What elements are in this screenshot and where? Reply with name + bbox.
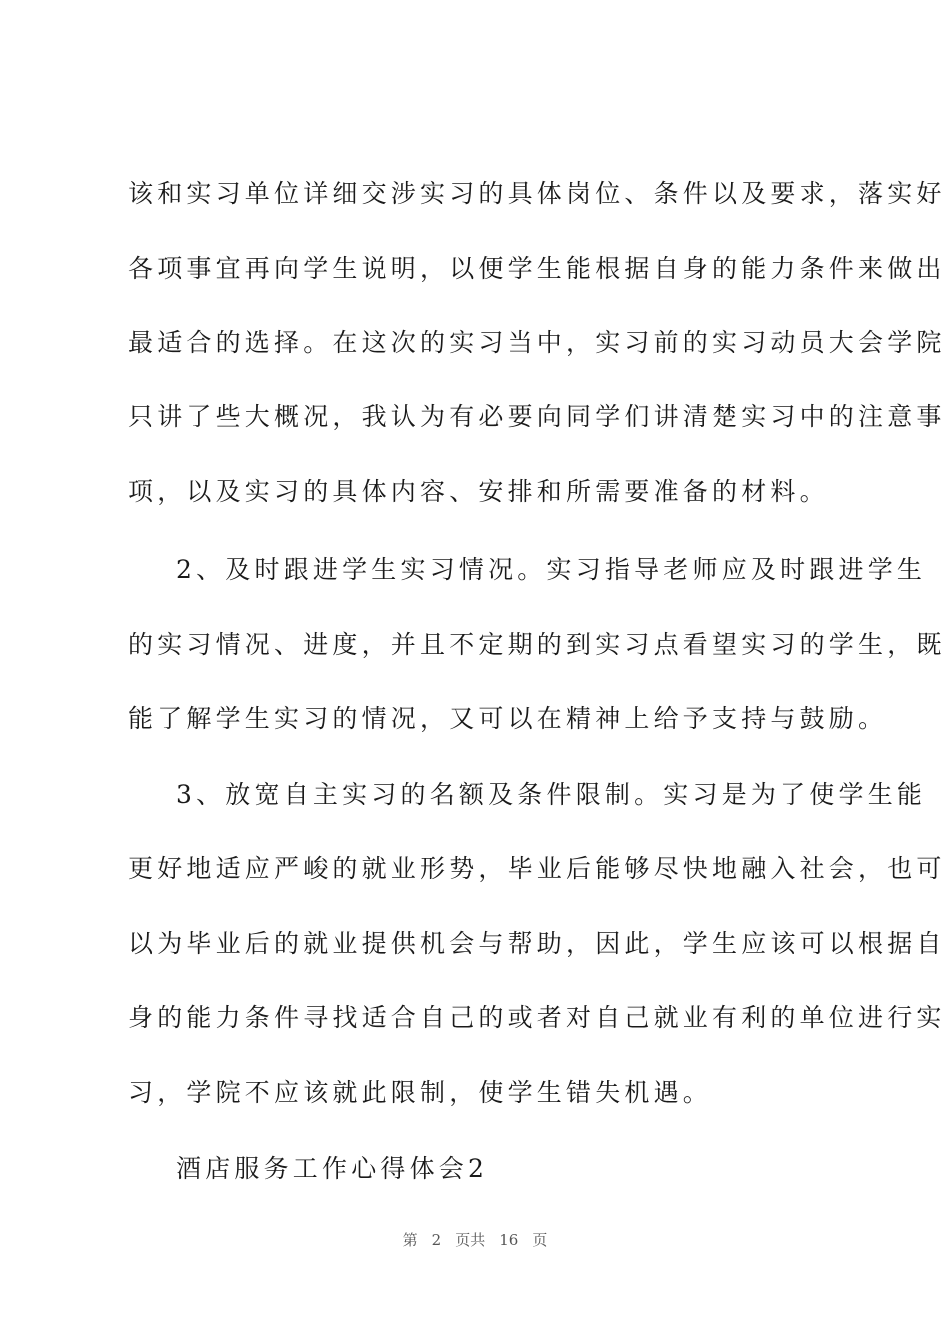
body-line-10: 更好地适应严峻的就业形势，毕业后能够尽快地融入社会，也可	[128, 854, 946, 883]
body-line-2: 各项事宜再向学生说明，以便学生能根据自身的能力条件来做出	[128, 254, 946, 283]
body-line-8: 能了解学生实习的情况，又可以在精神上给予支持与鼓励。	[128, 704, 888, 733]
footer-suffix: 页	[532, 1231, 548, 1249]
body-line-13: 习，学院不应该就此限制，使学生错失机遇。	[128, 1078, 713, 1107]
body-line-7: 的实习情况、进度，并且不定期的到实习点看望实习的学生，既	[128, 630, 946, 659]
body-line-1: 该和实习单位详细交涉实习的具体岗位、条件以及要求，落实好	[128, 179, 946, 208]
paragraph-3-start: 3、放宽自主实习的名额及条件限制。实习是为了使学生能	[176, 780, 927, 809]
footer-total-pages: 16	[499, 1231, 519, 1249]
section-heading: 酒店服务工作心得体会2	[176, 1154, 489, 1183]
body-line-11: 以为毕业后的就业提供机会与帮助，因此，学生应该可以根据自	[128, 929, 946, 958]
footer-middle: 页共	[455, 1231, 486, 1249]
body-line-12: 身的能力条件寻找适合自己的或者对自己就业有利的单位进行实	[128, 1003, 946, 1032]
body-line-4: 只讲了些大概况，我认为有必要向同学们讲清楚实习中的注意事	[128, 402, 946, 431]
paragraph-2-start: 2、及时跟进学生实习情况。实习指导老师应及时跟进学生	[176, 555, 927, 584]
body-line-3: 最适合的选择。在这次的实习当中，实习前的实习动员大会学院	[128, 328, 946, 357]
footer-current-page: 2	[431, 1231, 442, 1249]
footer-prefix: 第	[402, 1231, 418, 1249]
page-footer	[0, 1228, 950, 1252]
body-line-5: 项，以及实习的具体内容、安排和所需要准备的材料。	[128, 477, 829, 506]
